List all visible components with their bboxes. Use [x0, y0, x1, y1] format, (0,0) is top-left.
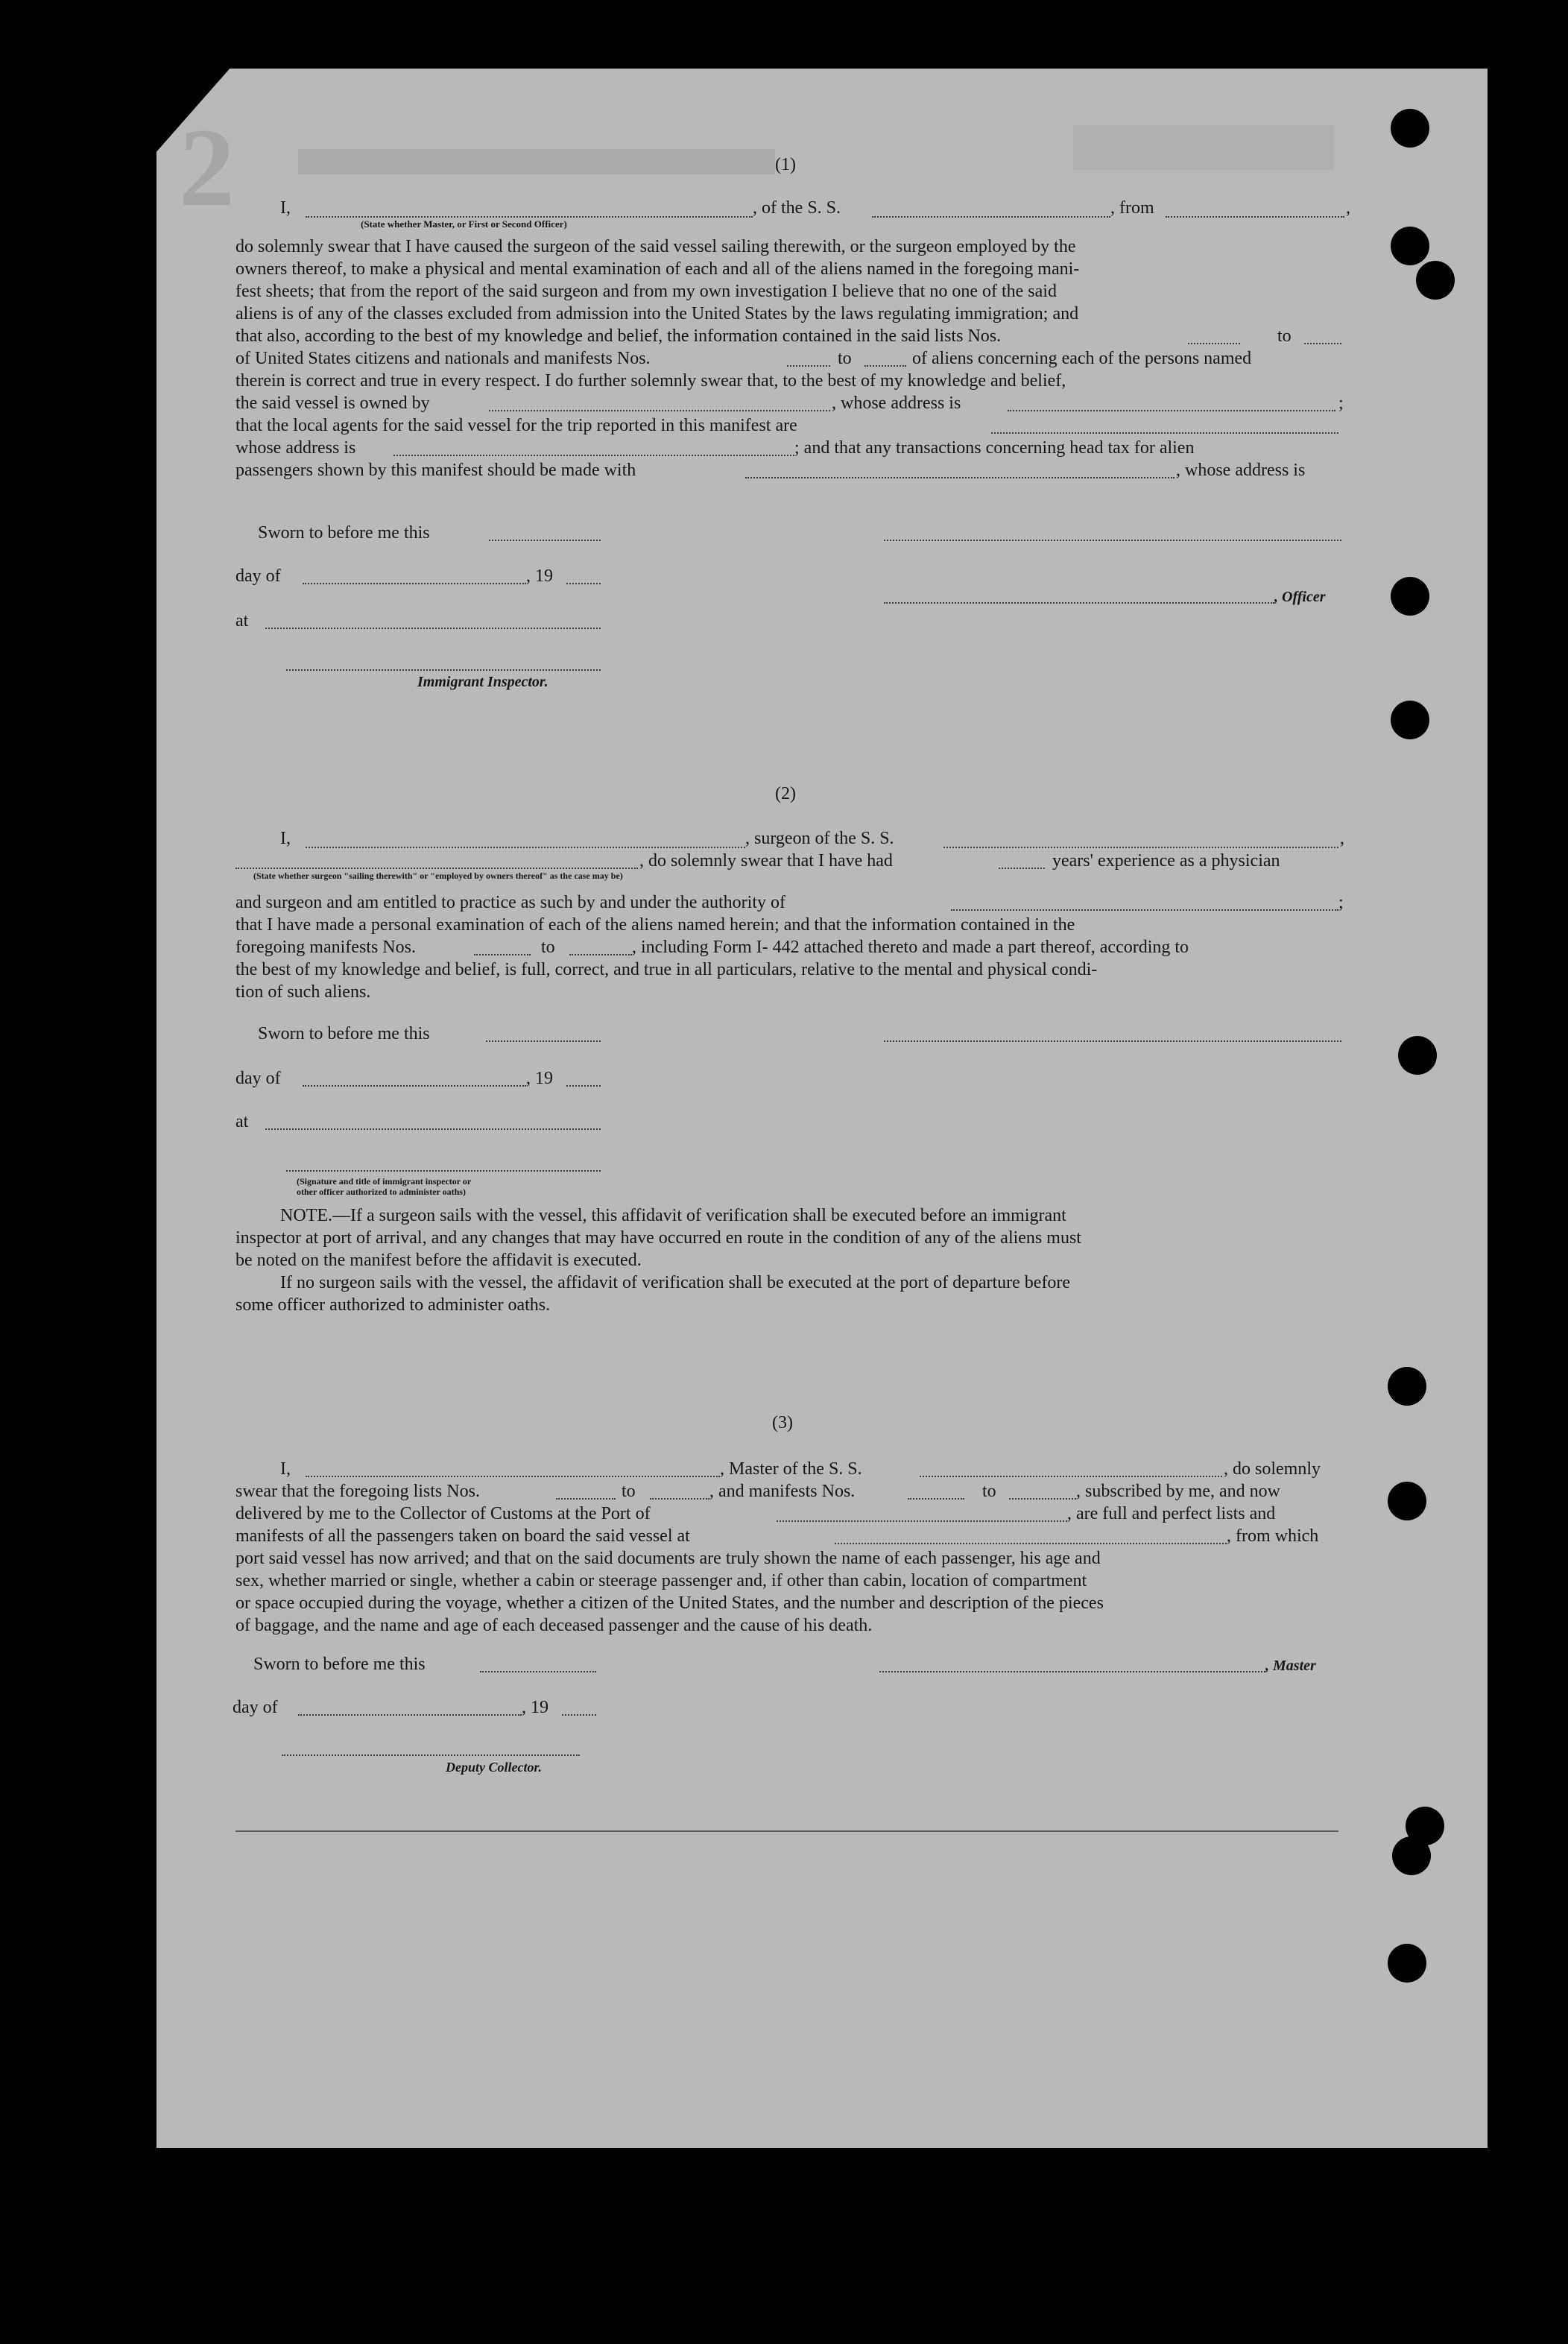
sec1-line-6: of United States citizens and nationals and manifests Nos. — [235, 349, 651, 368]
sec3-delivered-label: delivered by me to the Collector of Customs at the Port of — [235, 1504, 651, 1523]
sec1-line-8: the said vessel is owned by — [235, 394, 430, 413]
sec1-vessel-name-field[interactable] — [872, 216, 1110, 218]
sec2-sworn-label: Sworn to before me this — [258, 1024, 430, 1043]
sec1-trailing-comma: , — [1346, 198, 1350, 218]
section-3-number: (3) — [772, 1413, 793, 1432]
sec1-officer-signature-line-1[interactable] — [884, 540, 1341, 541]
sec3-lists-to-field[interactable] — [650, 1498, 709, 1500]
sec3-lists-from-field[interactable] — [556, 1498, 616, 1500]
sec1-manifests-from-field[interactable] — [787, 365, 830, 367]
sec1-from-label: , from — [1110, 198, 1154, 218]
sec3-line-2: sex, whether married or single, whether a cabin or steerage passenger and, if other than cabin, location of compartment — [235, 1571, 1087, 1590]
sec2-note-line-1: NOTE.—If a surgeon sails with the vessel, this affidavit of verification shall be executed before an immigrant — [280, 1206, 1066, 1225]
sec2-day-of-label: day of — [235, 1069, 281, 1088]
sec3-to-label: to — [622, 1482, 636, 1501]
sec3-master-label: , Master — [1265, 1658, 1316, 1674]
punch-hole — [1391, 577, 1429, 616]
sec3-day-of-label: day of — [233, 1698, 278, 1717]
sec3-sworn-day-field[interactable] — [480, 1671, 596, 1672]
sec2-line-5: tion of such aliens. — [235, 982, 371, 1002]
sec1-line-4: aliens is of any of the classes excluded from admission into the United States by the laws regulating immigration; and — [235, 304, 1079, 323]
sec1-line-1: do solemnly swear that I have caused the surgeon of the said vessel sailing therewith, or the surgeon employed by the — [235, 237, 1076, 256]
sec1-agents-field[interactable] — [991, 432, 1338, 434]
sec1-officer-label: , Officer — [1274, 589, 1326, 605]
sec2-note-line-5: some officer authorized to administer oaths. — [235, 1295, 551, 1315]
sec2-month-field[interactable] — [303, 1085, 526, 1087]
sec3-line-3: or space occupied during the voyage, whether a citizen of the United States, and the number and description of the pieces — [235, 1593, 1104, 1613]
sec2-line-3: foregoing manifests Nos. — [235, 938, 416, 957]
sec3-deputy-label: Deputy Collector. — [446, 1760, 542, 1775]
sec2-surgeon-of-label: , surgeon of the S. S. — [745, 829, 894, 848]
sec3-from-which: , from which — [1227, 1526, 1319, 1546]
sec3-month-field[interactable] — [298, 1714, 522, 1716]
sec2-surgeon-name-field[interactable] — [306, 847, 745, 848]
sec2-year-label: , 19 — [526, 1069, 553, 1088]
sec1-place-field[interactable] — [265, 628, 601, 629]
sec2-signature-note-2: other officer authorized to administer oaths) — [297, 1187, 466, 1197]
sec2-surgeon-type-field[interactable] — [235, 868, 638, 869]
sec2-note-line-4: If no surgeon sails with the vessel, the affidavit of verification shall be executed at the port of departure before — [280, 1273, 1071, 1292]
sec1-manifests-to-field[interactable] — [864, 365, 906, 367]
sec3-departure-port-field[interactable] — [835, 1543, 1227, 1544]
sec2-signature-note-1: (Signature and title of immigrant inspector or — [297, 1176, 472, 1187]
section-2-number: (2) — [775, 784, 796, 803]
punch-hole — [1398, 1036, 1437, 1075]
sec2-authority-field[interactable] — [951, 909, 1338, 911]
sec2-sworn-day-field[interactable] — [486, 1040, 601, 1042]
sec2-years-field[interactable] — [999, 868, 1045, 869]
sec2-i-label: I, — [280, 829, 291, 848]
sec3-sworn-label: Sworn to before me this — [253, 1655, 426, 1674]
sec1-agents-address-field[interactable] — [393, 455, 794, 456]
sec2-line-2: that I have made a personal examination of each of the aliens named herein; and that the information contained in the — [235, 915, 1075, 935]
sec1-line-5: that also, according to the best of my knowledge and belief, the information contained in the said lists Nos. — [235, 326, 1002, 346]
sec1-semicolon: ; — [1338, 394, 1344, 413]
sec1-state-note: (State whether Master, or First or Second Officer) — [361, 218, 567, 230]
sec1-lists-to-field[interactable] — [1304, 343, 1341, 344]
sec1-inspector-label: Immigrant Inspector. — [417, 674, 549, 690]
bleed-through-mark — [298, 149, 775, 174]
sec1-line-10: whose address is — [235, 438, 356, 458]
sec3-master-name-field[interactable] — [306, 1476, 720, 1477]
sec1-at-label: at — [235, 611, 249, 631]
sec2-form-text: , including Form I- 442 attached thereto and made a part thereof, according to — [632, 938, 1189, 957]
sec2-note-line-2: inspector at port of arrival, and any changes that may have occurred en route in the condition of any of the aliens must — [235, 1228, 1081, 1248]
punch-hole — [1388, 1367, 1426, 1406]
sec3-vessel-name-field[interactable] — [920, 1476, 1222, 1477]
sec1-line-2: owners thereof, to make a physical and mental examination of each and all of the aliens named in the foregoing mani- — [235, 259, 1080, 279]
sec2-swear-text: , do solemnly swear that I have had — [639, 851, 893, 871]
sec3-to2-label: to — [982, 1482, 996, 1501]
sec2-at-label: at — [235, 1112, 249, 1131]
sec1-sworn-day-field[interactable] — [489, 540, 601, 541]
section-1-number: (1) — [775, 155, 796, 174]
sec1-head-tax-party-field[interactable] — [745, 477, 1175, 478]
sec1-month-field[interactable] — [303, 583, 526, 584]
sec1-i-label: I, — [280, 198, 291, 218]
sec3-are-full: , are full and perfect lists and — [1067, 1504, 1276, 1523]
sec2-place-field[interactable] — [265, 1128, 601, 1130]
sec2-vessel-name-field[interactable] — [943, 847, 1338, 848]
sec1-owner-address-field[interactable] — [1008, 410, 1335, 411]
sec1-owner-field[interactable] — [489, 410, 830, 411]
sec1-line-3: fest sheets; that from the report of the said surgeon and from my own investigation I believe that no one of the said — [235, 282, 1057, 301]
sec3-swear-label: swear that the foregoing lists Nos. — [235, 1482, 480, 1501]
punch-hole — [1391, 701, 1429, 739]
sec1-sworn-label: Sworn to before me this — [258, 523, 430, 543]
sec3-manifests-to-field[interactable] — [1009, 1498, 1076, 1500]
sec3-master-signature-line[interactable] — [879, 1671, 1265, 1672]
sec2-note-line-3: be noted on the manifest before the affidavit is executed. — [235, 1251, 642, 1270]
sec3-do-solemnly: , do solemnly — [1224, 1459, 1321, 1479]
sec2-inspector-signature-line[interactable] — [286, 1170, 601, 1172]
sec1-year-label: , 19 — [526, 566, 553, 586]
bleed-through-mark — [1073, 125, 1334, 170]
sec1-lists-to-label: to — [1277, 326, 1292, 346]
sec1-line-11: passengers shown by this manifest should be made with — [235, 461, 636, 480]
sec2-state-note: (State whether surgeon "sailing therewith" or "employed by owners thereof" as the case may be) — [253, 871, 623, 881]
sec2-years-text: years' experience as a physician — [1052, 851, 1280, 871]
sec1-lists-from-field[interactable] — [1188, 343, 1240, 344]
sec1-owner-address-label: , whose address is — [832, 394, 961, 413]
sec2-manifests-from-field[interactable] — [474, 954, 531, 955]
punch-hole — [1391, 227, 1429, 265]
punch-hole — [1392, 1836, 1431, 1875]
sec1-whose-address-end: , whose address is — [1176, 461, 1306, 480]
sec1-manifests-to-label: to — [838, 349, 852, 368]
sec1-day-of-label: day of — [235, 566, 281, 586]
sec3-and-manifests: , and manifests Nos. — [709, 1482, 856, 1501]
punch-hole — [1388, 1944, 1426, 1983]
sec1-head-tax-text: ; and that any transactions concerning head tax for alien — [794, 438, 1195, 458]
sec3-i-label: I, — [280, 1459, 291, 1479]
sec2-trailing-comma: , — [1340, 829, 1344, 848]
sec3-line-1: port said vessel has now arrived; and that on the said documents are truly shown the name of each passenger, his age and — [235, 1549, 1101, 1568]
sec3-year-field[interactable] — [562, 1714, 596, 1716]
sec2-surgeon-signature-line[interactable] — [884, 1040, 1341, 1042]
sec3-manifests-label: manifests of all the passengers taken on board the said vessel at — [235, 1526, 690, 1546]
sec1-of-aliens: of aliens concerning each of the persons named — [912, 349, 1252, 368]
sec1-of-ss-label: , of the S. S. — [753, 198, 841, 218]
sec1-line-9: that the local agents for the said vessel for the trip reported in this manifest are — [235, 416, 797, 435]
sec2-line-4: the best of my knowledge and belief, is full, correct, and true in all particulars, relative to the mental and physical condi- — [235, 960, 1098, 979]
sec3-line-4: of baggage, and the name and age of each deceased passenger and the cause of his death. — [235, 1616, 873, 1635]
sec3-master-of-label: , Master of the S. S. — [720, 1459, 862, 1479]
bleed-through-mark: 2 — [179, 106, 235, 230]
sec2-line-1: and surgeon and am entitled to practice as such by and under the authority of — [235, 893, 785, 912]
bottom-rule — [235, 1830, 1338, 1832]
punch-hole — [1416, 261, 1455, 300]
punch-hole — [1388, 1482, 1426, 1520]
sec3-port-field[interactable] — [777, 1520, 1067, 1522]
sec1-from-port-field[interactable] — [1166, 216, 1344, 218]
sec1-officer-name-field[interactable] — [306, 216, 753, 218]
sec2-to-label: to — [541, 938, 555, 957]
sec1-year-field[interactable] — [566, 583, 601, 584]
sec1-line-7: therein is correct and true in every respect. I do further solemnly swear that, to the best of my knowledge and belief, — [235, 371, 1066, 391]
sec3-subscribed: , subscribed by me, and now — [1076, 1482, 1280, 1501]
punch-hole — [1391, 109, 1429, 148]
sec2-year-field[interactable] — [566, 1085, 601, 1087]
sec1-officer-signature-line-2[interactable] — [884, 602, 1274, 604]
sec2-manifests-to-field[interactable] — [569, 954, 632, 955]
sec2-semicolon: ; — [1338, 893, 1344, 912]
sec3-year-label: , 19 — [522, 1698, 549, 1717]
sec3-manifests-from-field[interactable] — [908, 1498, 964, 1500]
